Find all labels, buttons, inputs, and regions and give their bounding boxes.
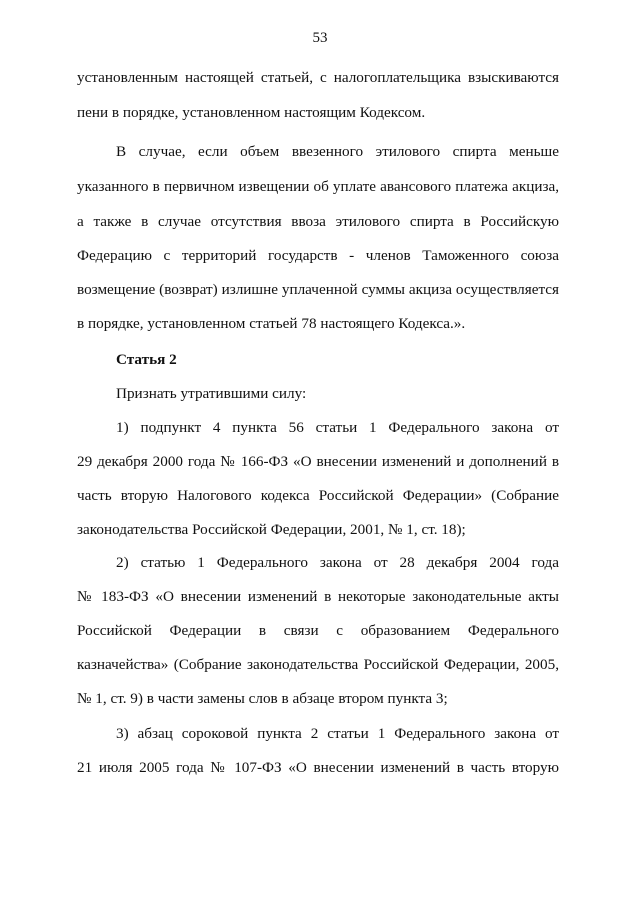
list-item-2-line-4: казначейства» (Собрание законодательства Российской Федерации, 2005, [77, 656, 559, 673]
list-item-1-line-1: 1) подпункт 4 пункта 56 статьи 1 Федерального закона от [116, 419, 559, 436]
list-item-2-line-3: Российской Федерации в связи с образованием Федерального [77, 622, 559, 639]
list-item-3-line-1: 3) абзац сороковой пункта 2 статьи 1 Федерального закона от [116, 725, 559, 742]
article-heading: Статья 2 [116, 351, 177, 368]
text-line-7: возмещение (возврат) излишне уплаченной суммы акциза осуществляется [77, 281, 559, 298]
text-line-10: Признать утратившими силу: [116, 385, 307, 402]
page-number: 53 [312, 30, 328, 46]
text-line-3: В случае, если объем ввезенного этилового спирта меньше [116, 143, 559, 160]
list-item-1-line-4: законодательства Российской Федерации, 2001, № 1, ст. 18); [77, 521, 466, 538]
list-item-2-line-2: № 183-ФЗ «О внесении изменений в некоторые законодательные акты [77, 588, 559, 605]
text-line-6: Федерацию с территорий государств - членов Таможенного союза [77, 247, 559, 264]
list-item-2-line-5: № 1, ст. 9) в части замены слов в абзаце втором пункта 3; [77, 690, 448, 707]
text-line-5: а также в случае отсутствия ввоза этилового спирта в Российскую [77, 213, 559, 230]
list-item-2-line-1: 2) статью 1 Федерального закона от 28 декабря 2004 года [116, 554, 559, 571]
list-item-3-line-2: 21 июля 2005 года № 107-ФЗ «О внесении изменений в часть вторую [77, 759, 559, 776]
text-line-1: установленным настоящей статьей, с налогоплательщика взыскиваются [77, 69, 559, 86]
list-item-1-line-3: часть вторую Налогового кодекса Российской Федерации» (Собрание [77, 487, 559, 504]
text-line-2: пени в порядке, установленном настоящим Кодексом. [77, 104, 426, 121]
list-item-1-line-2: 29 декабря 2000 года № 166-ФЗ «О внесении изменений и дополнений в [77, 453, 559, 470]
text-line-8: в порядке, установленном статьей 78 настоящего Кодекса.». [77, 315, 466, 332]
text-line-4: указанного в первичном извещении об уплате авансового платежа акциза, [77, 178, 559, 195]
